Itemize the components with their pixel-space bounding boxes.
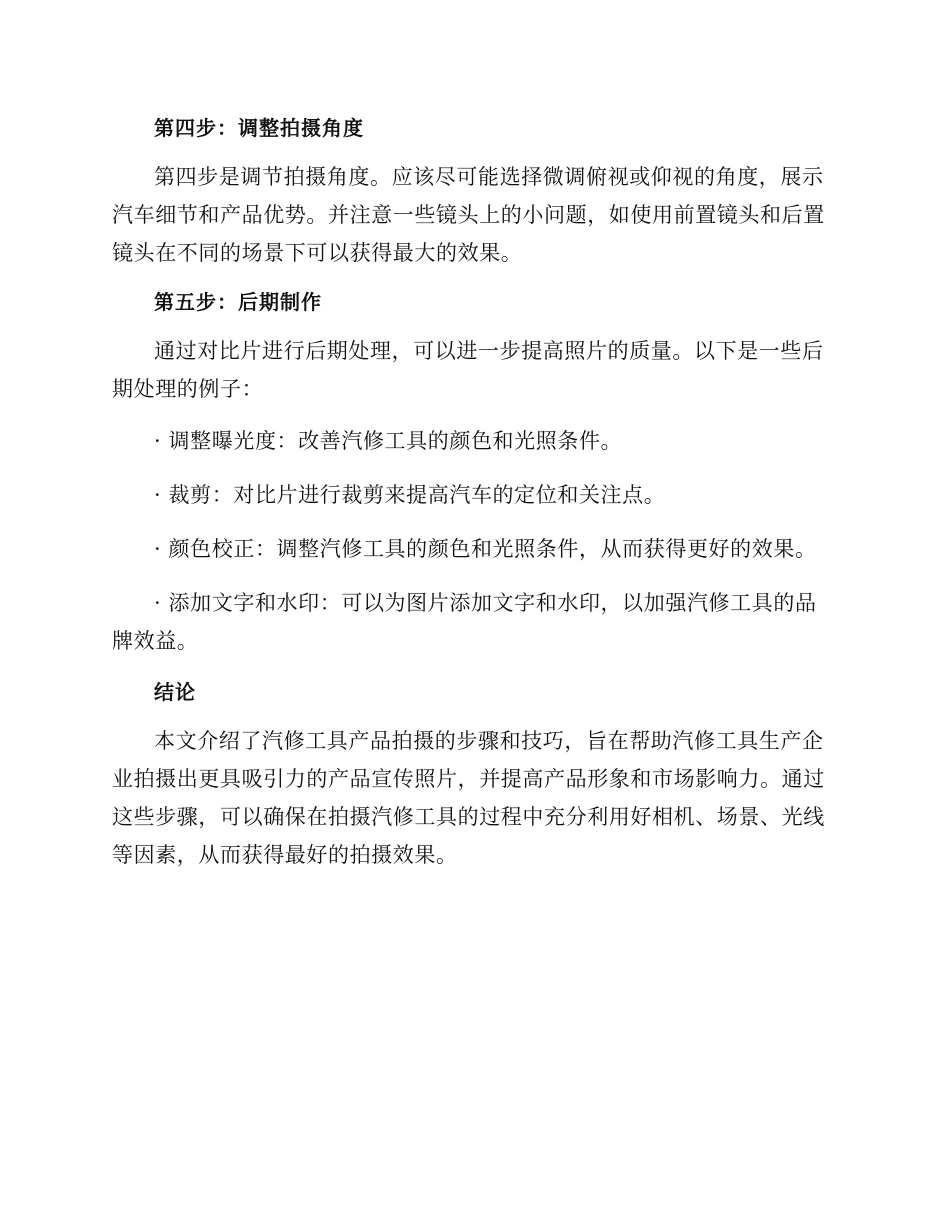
conclusion-paragraph: 本文介绍了汽修工具产品拍摄的步骤和技巧，旨在帮助汽修工具生产企业拍摄出更具吸引力的产品宣传照片，并提高产品形象和市场影响力。通过这些步骤，可以确保在拍摄汽修工具的过程中充分利用好相机、场景、光线等因素，从而获得最好的拍摄效果。 (112, 729, 825, 867)
step4-heading: 第四步：调整拍摄角度 (154, 116, 364, 140)
list-item: · 添加文字和水印：可以为图片添加文字和水印，以加强汽修工具的品牌效益。 (112, 591, 817, 653)
step5-heading: 第五步：后期制作 (154, 290, 322, 314)
list-item: · 颜色校正：调整汽修工具的颜色和光照条件，从而获得更好的效果。 (154, 537, 817, 561)
document-body (112, 112, 832, 888)
step4-paragraph: 第四步是调节拍摄角度。应该尽可能选择微调俯视或仰视的角度，展示汽车细节和产品优势。并注意一些镜头上的小问题，如使用前置镜头和后置镜头在不同的场景下可以获得最大的效果。 (112, 165, 825, 265)
step5-intro-paragraph: 通过对比片进行后期处理，可以进一步提高照片的质量。以下是一些后期处理的例子： (112, 339, 824, 401)
list-item: · 裁剪：对比片进行裁剪来提高汽车的定位和关注点。 (154, 483, 666, 507)
list-item: · 调整曝光度：改善汽修工具的颜色和光照条件。 (154, 429, 623, 453)
conclusion-heading: 结论 (154, 680, 196, 704)
